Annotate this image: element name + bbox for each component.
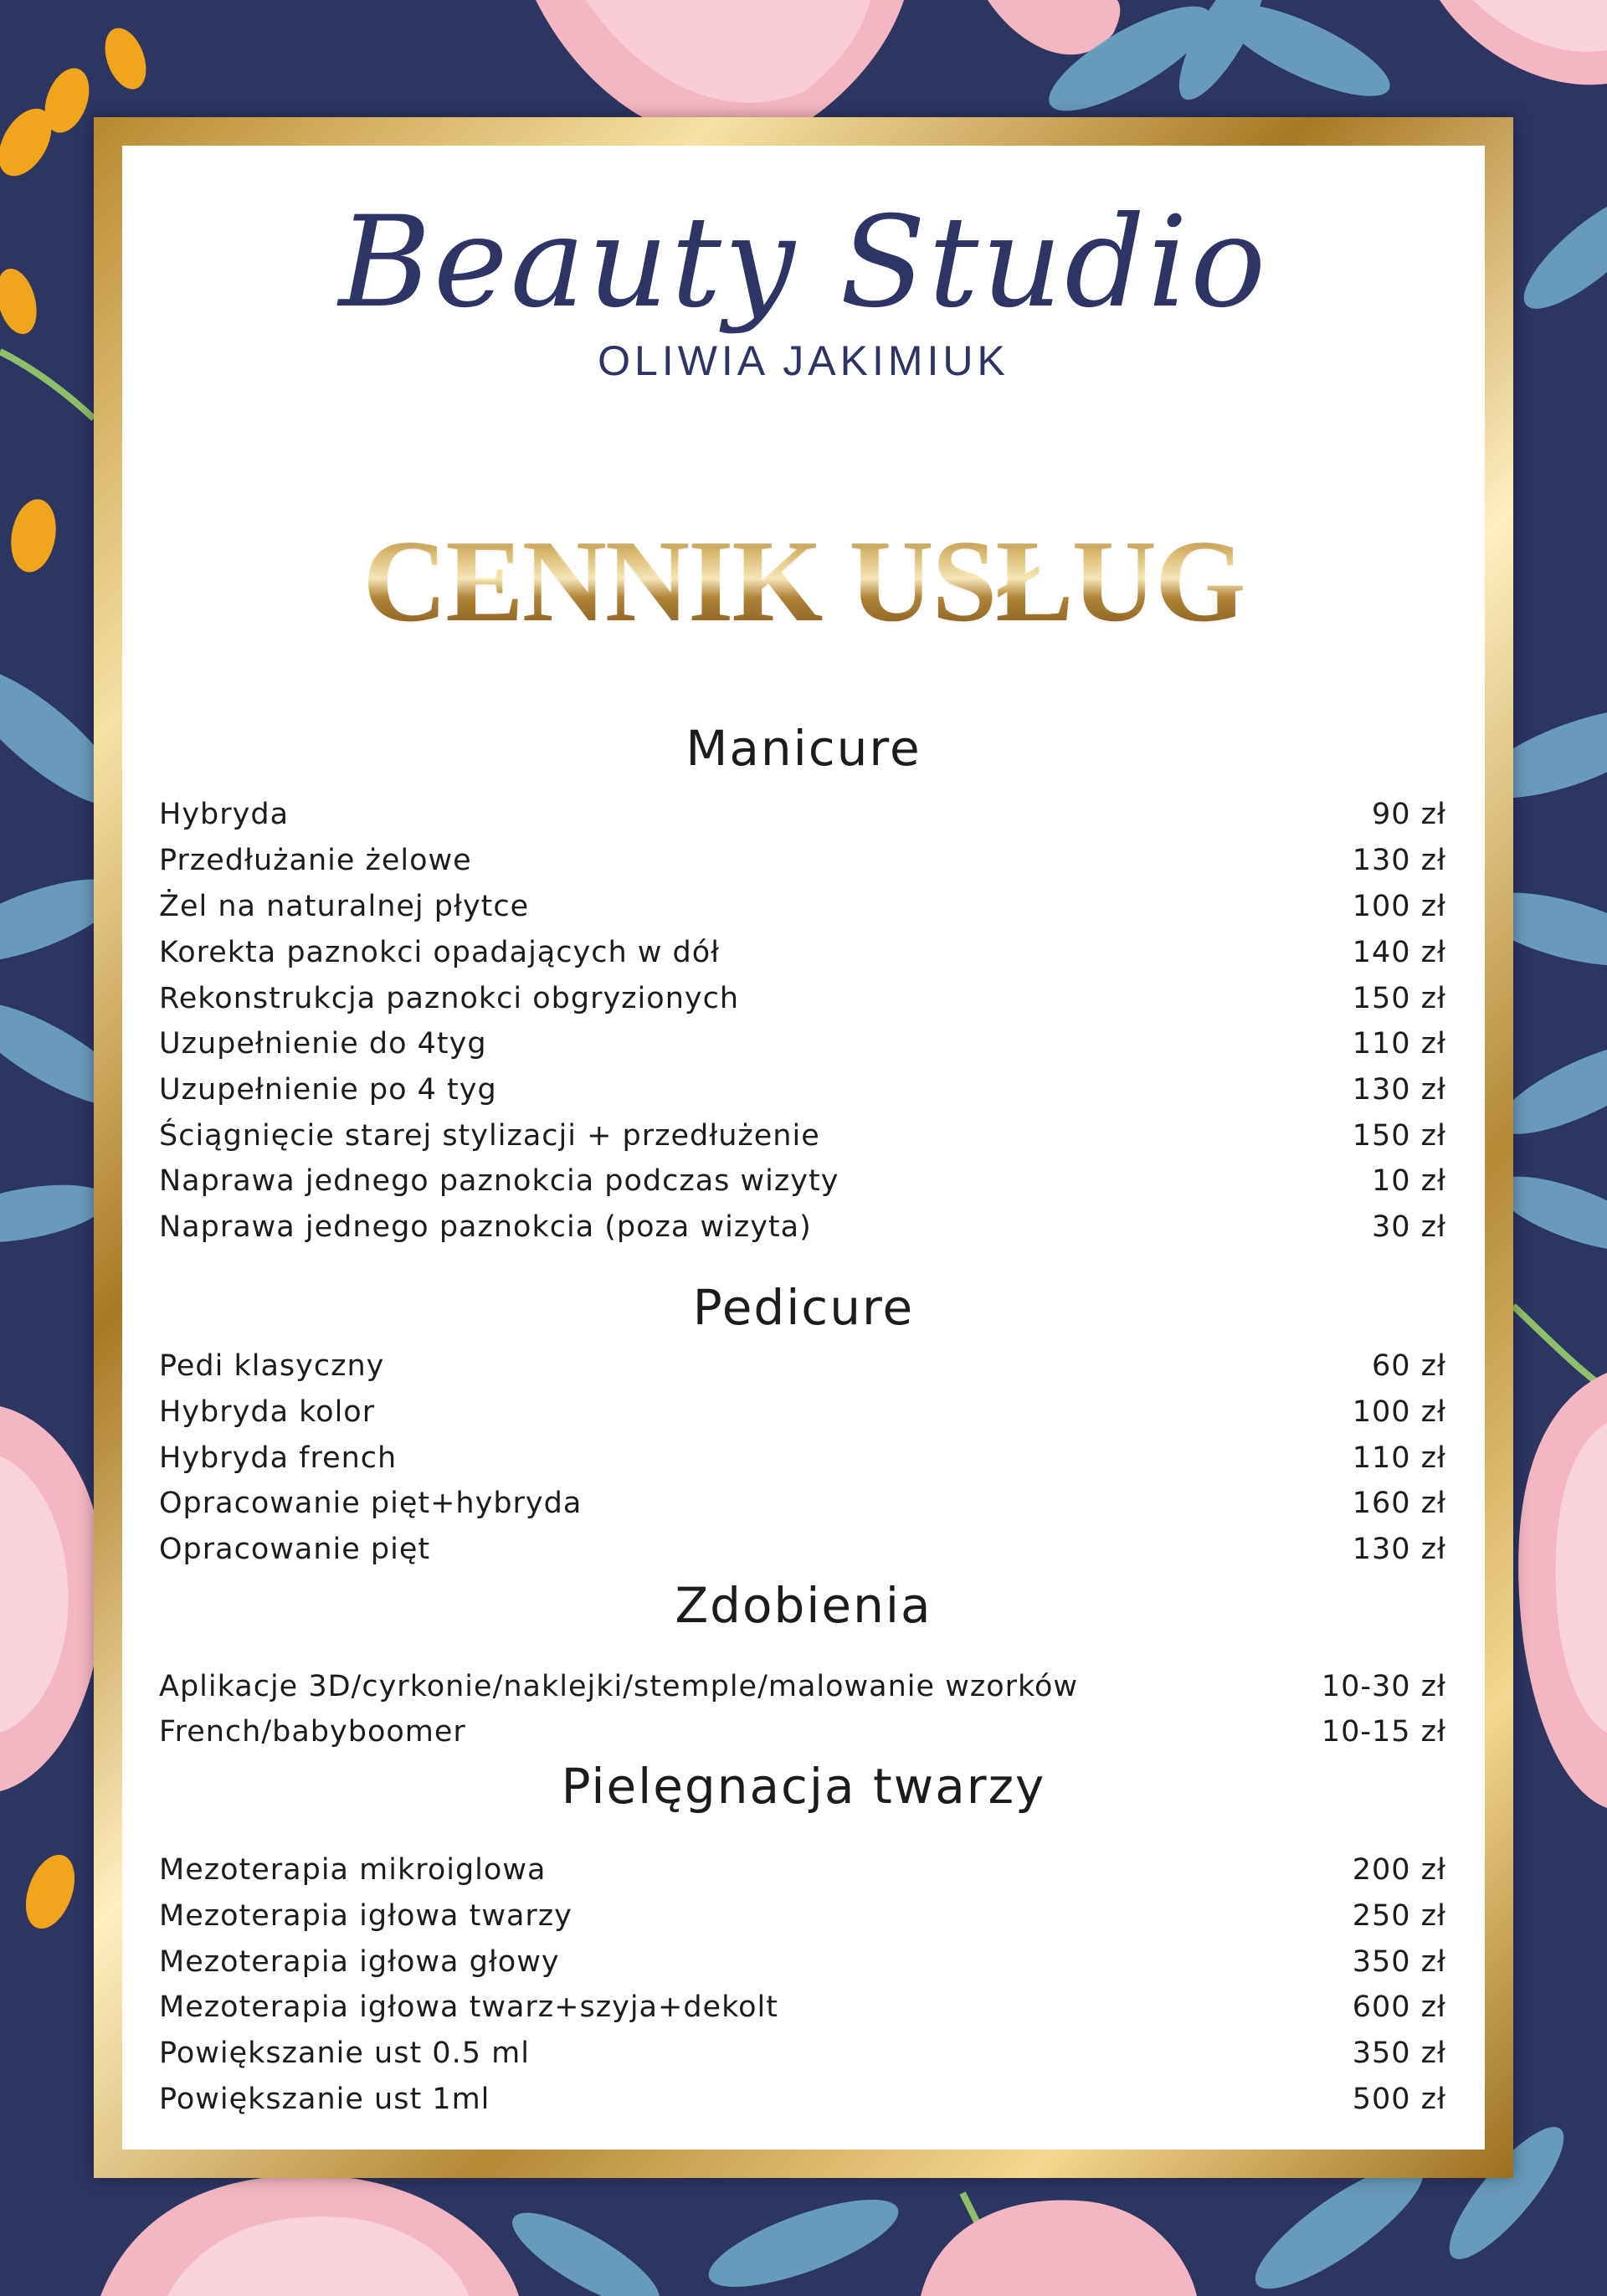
service-price: 60 zł <box>1372 1349 1446 1383</box>
list-item <box>159 1847 1446 1893</box>
service-name: Pedi klasyczny <box>159 1349 385 1383</box>
service-name: Aplikacje 3D/cyrkonie/naklejki/stemple/malowanie wzorków <box>159 1670 1079 1703</box>
list-item <box>159 792 1446 837</box>
service-name: Korekta paznokci opadających w dół <box>159 936 721 969</box>
service-name: French/babyboomer <box>159 1715 466 1749</box>
service-price: 250 zł <box>1352 1899 1446 1933</box>
service-name: Opracowanie pięt+hybryda <box>159 1487 583 1520</box>
list-item <box>159 1893 1446 1939</box>
service-price: 10-15 zł <box>1321 1715 1446 1749</box>
service-name: Hybryda <box>159 798 290 831</box>
service-price: 130 zł <box>1352 1073 1446 1107</box>
service-name: Powiększanie ust 0.5 ml <box>159 2037 530 2070</box>
service-name: Przedłużanie żelowe <box>159 844 472 877</box>
list-item <box>159 976 1446 1021</box>
service-price: 350 zł <box>1352 1945 1446 1979</box>
service-price: 10-30 zł <box>1321 1670 1446 1703</box>
service-price: 90 zł <box>1372 798 1446 831</box>
service-name: Ściągnięcie starej stylizacji + przedłużenie <box>159 1119 820 1153</box>
service-price: 160 zł <box>1352 1487 1446 1520</box>
list-item <box>159 1481 1446 1526</box>
service-price: 200 zł <box>1352 1853 1446 1887</box>
list-item <box>159 1067 1446 1112</box>
page-title: CENNIK USŁUG <box>122 514 1485 649</box>
service-price: 100 zł <box>1352 1395 1446 1429</box>
section-title-pielegnacja-twarzy: Pielęgnacja twarzy <box>561 1758 1046 1815</box>
owner-name: OLIWIA JAKIMIUK <box>598 337 1009 384</box>
list-item <box>159 2077 1446 2122</box>
list-item <box>159 1158 1446 1204</box>
service-name: Uzupełnienie po 4 tyg <box>159 1073 497 1107</box>
service-price: 140 zł <box>1352 936 1446 969</box>
list-item <box>159 2031 1446 2076</box>
service-name: Mezoterapia igłowa twarzy <box>159 1899 572 1933</box>
service-price: 130 zł <box>1352 1533 1446 1566</box>
service-name: Mezoterapia igłowa twarz+szyja+dekolt <box>159 1990 778 2024</box>
service-name: Mezoterapia igłowa głowy <box>159 1945 560 1979</box>
list-item <box>159 838 1446 883</box>
list-item <box>159 1389 1446 1435</box>
service-name: Naprawa jednego paznokcia (poza wizyta) <box>159 1210 812 1244</box>
service-price: 110 zł <box>1352 1441 1446 1475</box>
service-price: 500 zł <box>1352 2083 1446 2116</box>
service-name: Naprawa jednego paznokcia podczas wizyty <box>159 1164 839 1198</box>
list-item <box>159 884 1446 929</box>
brand-logo-text: Beauty Studio <box>338 190 1269 336</box>
service-price: 110 zł <box>1352 1027 1446 1061</box>
list-item <box>159 1205 1446 1250</box>
list-item <box>159 1527 1446 1572</box>
service-name: Rekonstrukcja paznokci obgryzionych <box>159 982 740 1015</box>
service-name: Mezoterapia mikroiglowa <box>159 1853 547 1887</box>
service-name: Opracowanie pięt <box>159 1533 431 1566</box>
service-name: Hybryda french <box>159 1441 398 1475</box>
list-item <box>159 1113 1446 1158</box>
service-name: Hybryda kolor <box>159 1395 376 1429</box>
service-name: Żel na naturalnej płytce <box>159 890 530 923</box>
list-item <box>159 1021 1446 1066</box>
section-title-manicure: Manicure <box>685 720 922 777</box>
list-item <box>159 1985 1446 2030</box>
service-name: Uzupełnienie do 4tyg <box>159 1027 487 1061</box>
list-item <box>159 1709 1446 1754</box>
service-price: 150 zł <box>1352 1119 1446 1153</box>
service-price: 30 zł <box>1372 1210 1446 1244</box>
service-price: 600 zł <box>1352 1990 1446 2024</box>
service-price: 100 zł <box>1352 890 1446 923</box>
service-price: 10 zł <box>1372 1164 1446 1198</box>
service-name: Powiększanie ust 1ml <box>159 2083 490 2116</box>
section-title-zdobienia: Zdobienia <box>675 1577 932 1634</box>
list-item <box>159 930 1446 975</box>
price-list-card <box>122 146 1485 2150</box>
list-item <box>159 1343 1446 1389</box>
service-price: 150 zł <box>1352 982 1446 1015</box>
section-title-pedicure: Pedicure <box>692 1279 915 1336</box>
service-price: 130 zł <box>1352 844 1446 877</box>
list-item <box>159 1436 1446 1481</box>
list-item <box>159 1664 1446 1709</box>
service-price: 350 zł <box>1352 2037 1446 2070</box>
list-item <box>159 1939 1446 1985</box>
